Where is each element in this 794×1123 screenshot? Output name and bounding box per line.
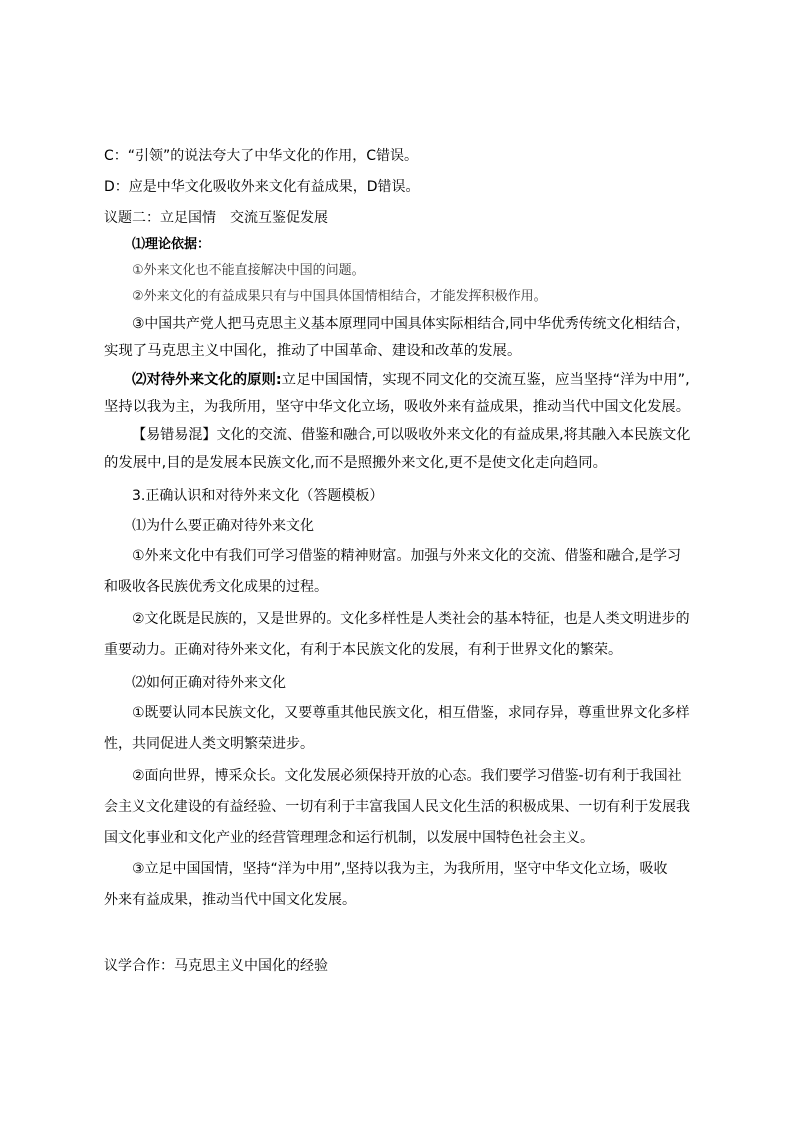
question-2-point-2-line-2: 会主义文化建设的有益经验、一切有利于丰富我国人民文化生活的积极成果、一切有利于发展我 — [104, 799, 691, 815]
principle-label: ⑵对待外来文化的原则: — [132, 372, 282, 388]
question-2-point-3-line-1: ③立足中国国情，坚持“洋为中用”,坚持以我为主，为我所用，坚守中华文化立场，吸收 — [132, 861, 668, 877]
question-1-title: ⑴为什么要正确对待外来文化 — [132, 518, 314, 534]
question-2-point-3-line-2: 外来有益成果，推动当代中国文化发展。 — [104, 892, 356, 908]
principle-line-2: 坚持以我为主，为我所用，坚守中华文化立场，吸收外来有益成果，推动当代中国文化发展。 — [104, 399, 691, 415]
option-c-analysis: C：“引领”的说法夸大了中华文化的作用，C错误。 — [104, 148, 419, 164]
question-1-point-1-line-1: ①外来文化中有我们可学习借鉴的精神财富。加强与外来文化的交流、借鉴和融合,是学习 — [132, 548, 681, 564]
cooperation-title: 议学合作：马克思主义中国化的经验 — [104, 958, 328, 974]
question-1-point-1-line-2: 和吸收各民族优秀文化成果的过程。 — [104, 579, 328, 595]
theory-basis-heading: ⑴理论依据： — [132, 237, 211, 252]
principle-line-1 — [132, 370, 690, 390]
option-d-analysis: D：应是中华文化吸收外来文化有益成果，D错误。 — [104, 179, 420, 195]
question-2-point-1-line-1: ①既要认同本民族文化，又要尊重其他民族文化，相互借鉴，求同存异，尊重世界文化多样 — [132, 705, 690, 721]
topic-two-title: 议题二：立足国情 交流互鉴促发展 — [104, 210, 328, 226]
principle-text: 立足中国国情，实现不同文化的交流互鉴，应当坚持“洋为中用”, — [281, 372, 690, 388]
common-mistake-line-1: 【易错易混】文化的交流、借鉴和融合,可以吸收外来文化的有益成果,将其融入本民族文化 — [132, 427, 691, 443]
question-2-point-2-line-1: ②面向世界，博采众长。文化发展必须保持开放的心态。我们要学习借鉴-切有利于我国社 — [132, 768, 682, 784]
theory-point-3-line-1: ③中国共产党人把马克思主义基本原理同中国具体实际相结合,同中华优秀传统文化相结合， — [132, 316, 690, 332]
theory-point-2: ②外来文化的有益成果只有与中国具体国情相结合，才能发挥积极作用。 — [132, 289, 547, 304]
theory-point-1: ①外来文化也不能直接解决中国的问题。 — [132, 263, 365, 278]
question-2-point-1-line-2: 性，共同促进人类文明繁荣进步。 — [104, 736, 314, 752]
section-3-title: 3.正确认识和对待外来文化（答题模板） — [132, 488, 384, 504]
common-mistake-line-2: 的发展中,目的是发展本民族文化,而不是照搬外来文化,更不是使文化走向趋同。 — [104, 455, 608, 471]
question-2-point-2-line-3: 国文化事业和文化产业的经营管理理念和运行机制，以发展中国特色社会主义。 — [104, 830, 594, 846]
theory-point-3-line-2: 实现了马克思主义中国化，推动了中国革命、建设和改革的发展。 — [104, 343, 522, 359]
question-2-title: ⑵如何正确对待外来文化 — [132, 675, 286, 691]
question-1-point-2-line-1: ②文化既是民族的，又是世界的。文化多样性是人类社会的基本特征，也是人类文明进步的 — [132, 611, 690, 627]
question-1-point-2-line-2: 重要动力。正确对待外来文化，有利于本民族文化的发展，有利于世界文化的繁荣。 — [104, 642, 622, 658]
